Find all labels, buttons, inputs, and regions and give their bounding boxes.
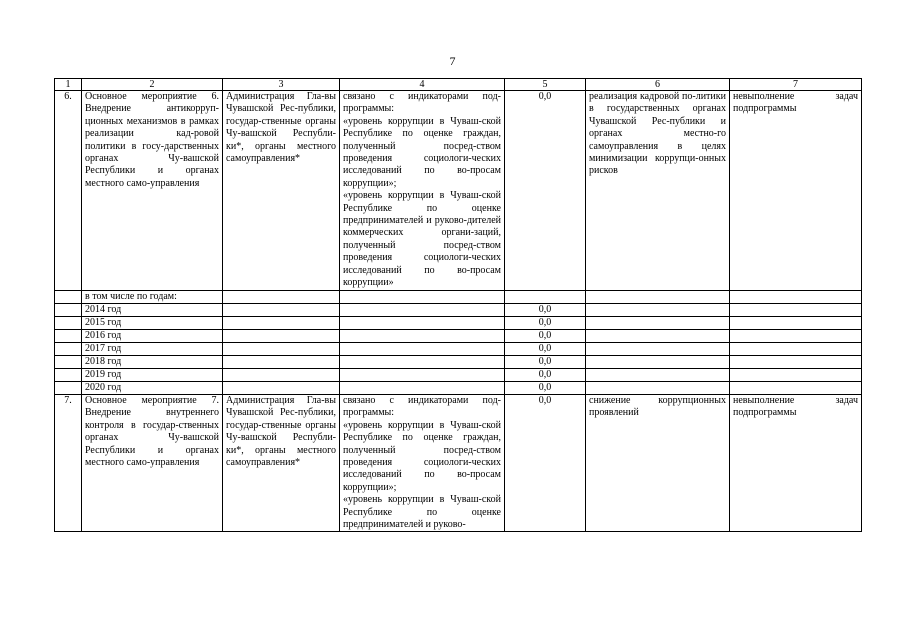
year-amount: 0,0 <box>505 303 586 316</box>
row-number: 7. <box>55 394 82 531</box>
table-row-measure-6 <box>55 91 862 291</box>
measures-table <box>54 78 862 532</box>
year-label: 2015 год <box>82 316 223 329</box>
table-row-year <box>55 368 862 381</box>
table-row-year <box>55 303 862 316</box>
column-header: 4 <box>340 79 505 91</box>
year-label: 2018 год <box>82 355 223 368</box>
column-header: 6 <box>586 79 730 91</box>
table-row-year <box>55 316 862 329</box>
table-row-year <box>55 381 862 394</box>
years-label: в том числе по годам: <box>82 290 223 303</box>
column-header: 3 <box>223 79 340 91</box>
column-number-row <box>55 79 862 91</box>
risk-cell: невыполнение задач подпрограммы <box>730 91 862 291</box>
year-amount: 0,0 <box>505 342 586 355</box>
year-amount: 0,0 <box>505 355 586 368</box>
measure-title: Основное мероприятие 7. Внедрение внутреннего контроля в государ-ственных органах Чу-вашской Республики и органах местного само-управления <box>82 394 223 531</box>
year-label: 2017 год <box>82 342 223 355</box>
year-amount: 0,0 <box>505 381 586 394</box>
executor-cell: Администрация Гла-вы Чувашской Рес-публики, государ-ственные органы Чу-вашской Республи-ки*, органы местного самоуправления* <box>223 394 340 531</box>
indicators-intro: связано с индикаторами под-программы: <box>343 394 501 419</box>
year-label: 2019 год <box>82 368 223 381</box>
year-amount: 0,0 <box>505 316 586 329</box>
column-header: 5 <box>505 79 586 91</box>
indicators-cell <box>340 91 505 291</box>
year-label: 2014 год <box>82 303 223 316</box>
indicator-item: «уровень коррупции в Чуваш-ской Республике по оценке предпринимателей и руково- <box>343 494 501 530</box>
funding-amount: 0,0 <box>505 394 586 531</box>
expected-result: снижение коррупционных проявлений <box>586 394 730 531</box>
executor-cell: Администрация Гла-вы Чувашской Рес-публики, государ-ственные органы Чу-вашской Республи-ки*, органы местного самоуправления* <box>223 91 340 291</box>
column-header: 2 <box>82 79 223 91</box>
indicator-item: «уровень коррупции в Чуваш-ской Республике по оценке граждан, полученный посред-ством проведения социологи-ческих исследований по во-просам коррупции»; <box>343 419 501 493</box>
year-label: 2020 год <box>82 381 223 394</box>
year-amount: 0,0 <box>505 329 586 342</box>
table-row-measure-7 <box>55 394 862 531</box>
risk-cell: невыполнение задач подпрограммы <box>730 394 862 531</box>
indicators-intro: связано с индикаторами под-программы: <box>343 91 501 115</box>
column-header: 1 <box>55 79 82 91</box>
table-row-year <box>55 355 862 368</box>
expected-result: реализация кадровой по-литики в государственных органах Чувашской Рес-публики и органах местно-го самоуправления в целях минимизации коррупци-онных рисков <box>586 91 730 291</box>
row-number: 6. <box>55 91 82 291</box>
years-label-row <box>55 290 862 303</box>
measure-title: Основное мероприятие 6. Внедрение антикорруп-ционных механизмов в рамках реализации кад-ровой политики в госу-дарственных органах Чу-вашской Республики и органах местного само-управления <box>82 91 223 291</box>
year-amount: 0,0 <box>505 368 586 381</box>
table-row-year <box>55 329 862 342</box>
column-header: 7 <box>730 79 862 91</box>
indicator-item: «уровень коррупции в Чуваш-ской Республике по оценке предпринимателей и руково-дителей коммерческих органи-заций, полученный посред-ством проведения социологи-ческих исследований по во-просам коррупции» <box>343 190 501 289</box>
year-label: 2016 год <box>82 329 223 342</box>
table-row-year <box>55 342 862 355</box>
indicator-item: «уровень коррупции в Чуваш-ской Республике по оценке граждан, полученный посред-ством проведения социологи-ческих исследований по во-просам коррупции»; <box>343 115 501 189</box>
indicators-cell <box>340 394 505 531</box>
page-number: 7 <box>449 54 456 68</box>
funding-amount: 0,0 <box>505 91 586 291</box>
